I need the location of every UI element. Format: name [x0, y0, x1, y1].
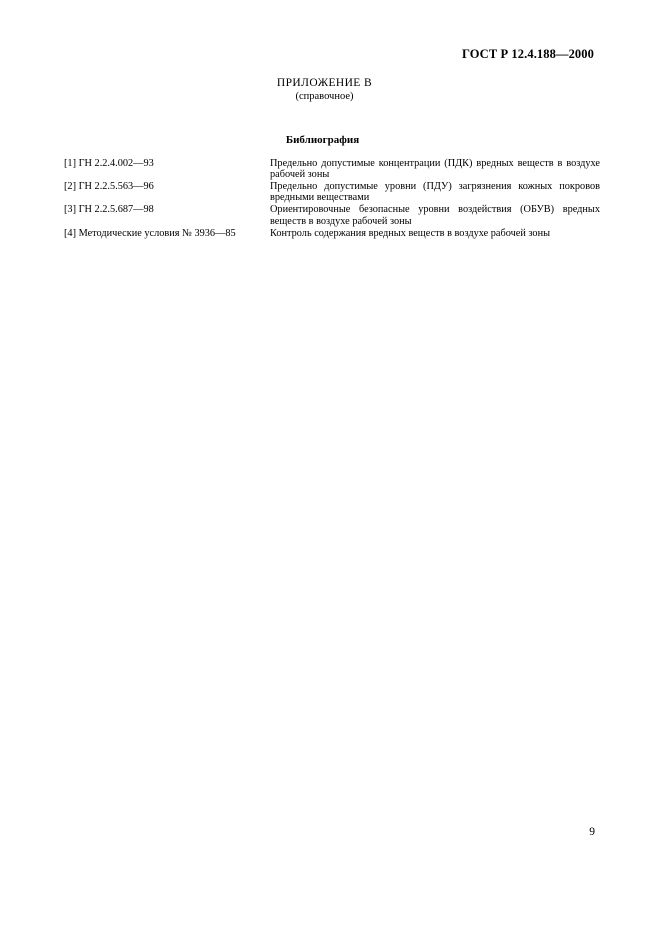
bibliography-list: [64, 158, 600, 240]
bibliography-entry: [64, 204, 600, 226]
appendix-subtitle: (справочное): [295, 91, 354, 102]
appendix-heading: [0, 77, 661, 103]
bibliography-ref: [1] ГН 2.2.4.002—93: [64, 158, 154, 169]
bibliography-ref: [3] ГН 2.2.5.687—98: [64, 204, 154, 216]
bibliography-ref: [2] ГН 2.2.5.563—96: [64, 181, 154, 193]
bibliography-description: Предельно допустимые концентрации (ПДК) вредных веществ в воздухе рабочей зоны: [270, 158, 600, 181]
bibliography-entry: [64, 228, 600, 239]
bibliography-description: Контроль содержания вредных веществ в воздухе рабочей зоны: [270, 227, 551, 239]
page-number: 9: [589, 826, 595, 838]
bibliography-heading: Библиография: [285, 134, 360, 146]
bibliography-description: Предельно допустимые уровни (ПДУ) загрязнения кожных покровов вредными веществами: [270, 181, 600, 204]
bibliography-description: Ориентировочные безопасные уровни воздействия (ОБУВ) вредных веществ в воздухе рабочей зоны: [270, 204, 600, 227]
bibliography-entry: [64, 181, 600, 203]
bibliography-entry: [64, 158, 600, 180]
appendix-title: ПРИЛОЖЕНИЕ В: [276, 77, 373, 89]
bibliography-ref: [4] Методические условия № 3936—85: [64, 227, 236, 239]
standard-code: ГОСТ Р 12.4.188—2000: [461, 47, 594, 61]
